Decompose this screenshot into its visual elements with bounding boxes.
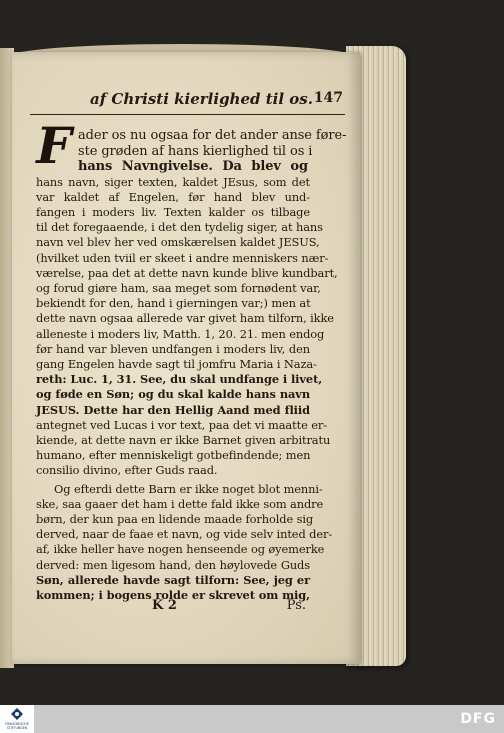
text-line: consilio divino, efter Guds raad. (36, 463, 218, 478)
dfg-logo[interactable]: DFG (460, 711, 496, 727)
text-line: navn vel blev her ved omskærelsen kaldet JESUS, (36, 235, 320, 250)
catchline (32, 598, 306, 616)
text-line: af, ikke heller have nogen henseende og øyemerke (36, 542, 325, 557)
text-line: Søn, allerede havde sagt tilforn: See, jeg er (36, 572, 310, 587)
text-line: JESUS. Dette har den Hellig Aand med fliid (36, 402, 310, 417)
text-line: Og efterdi dette Barn er ikke noget blot menni- (54, 481, 323, 496)
text-line: ske, saa gaaer det ham i dette fald ikke som andre (36, 496, 324, 511)
text-line: ste grøden af hans kierlighed til os i (78, 143, 313, 159)
text-line: før hand var bleven undfangen i moders liv, den (36, 341, 310, 356)
text-line: gang Engelen havde sagt til jomfru Maria i Naza- (36, 356, 317, 371)
running-title: af Christi kierlighed til os. (90, 90, 313, 108)
text-line: var kaldet af Engelen, før hand blev und- (36, 189, 310, 204)
drop-initial: F (36, 116, 72, 175)
text-line: til det foregaaende, i det den tydelig siger, at hans (36, 220, 323, 235)
page-number: 147 (313, 90, 343, 106)
text-line: hans Navngivelse. Da blev og (78, 159, 308, 174)
text-line: kommen; i bogens rolde er skrevet om mig, (36, 587, 310, 602)
text-line: fangen i moders liv. Texten kalder os tilbage (36, 204, 310, 219)
text-line: og føde en Søn; og du skal kalde hans navn (36, 387, 310, 402)
text-line: kiende, at dette navn er ikke Barnet given arbitratu (36, 432, 331, 447)
text-line: dette navn ogsaa allerede var givet ham tilforn, ikke (36, 311, 334, 326)
text-line: børn, der kun paa en lidende maade forholde sig (36, 511, 314, 526)
text-line: værelse, paa det at dette navn kunde blive kundbart, (36, 265, 338, 280)
text-line: hans navn, siger texten, kaldet JEsus, som det (36, 174, 310, 189)
text-line: alleneste i moders liv, Matth. 1, 20. 21. men endog (36, 326, 325, 341)
text-line: ader os nu ogsaa for det ander anse føre- (78, 128, 347, 143)
library-emblem-icon (11, 708, 23, 720)
text-line: derved: men ligesom hand, den høylovede Guds (36, 557, 310, 572)
text-line: humano, efter menniskeligt gotbefindende; men (36, 448, 311, 463)
text-line: reth: Luc. 1, 31. See, du skal undfange i livet, (36, 372, 323, 387)
running-head (30, 88, 345, 115)
library-logo[interactable] (0, 705, 34, 733)
text-line: bekiendt for den, hand i gierningen var;) men at (36, 296, 311, 311)
text-line: og forud giøre ham, saa meget som fornødent var, (36, 280, 321, 295)
library-logo-text: FRANCKESCHE STIFTUNGEN (5, 722, 29, 730)
text-line: derved, naar de faae et navn, og vide selv inted der- (36, 527, 333, 542)
text-line: antegnet ved Lucas i vor text, paa det vi maatte er- (36, 417, 327, 432)
text-line: (hvilket uden tviil er skeet i andre menniskers nær- (36, 250, 329, 265)
signature-mark: K 2 (152, 598, 177, 613)
catchword: Ps. (286, 598, 306, 613)
viewer-footer (0, 705, 504, 733)
